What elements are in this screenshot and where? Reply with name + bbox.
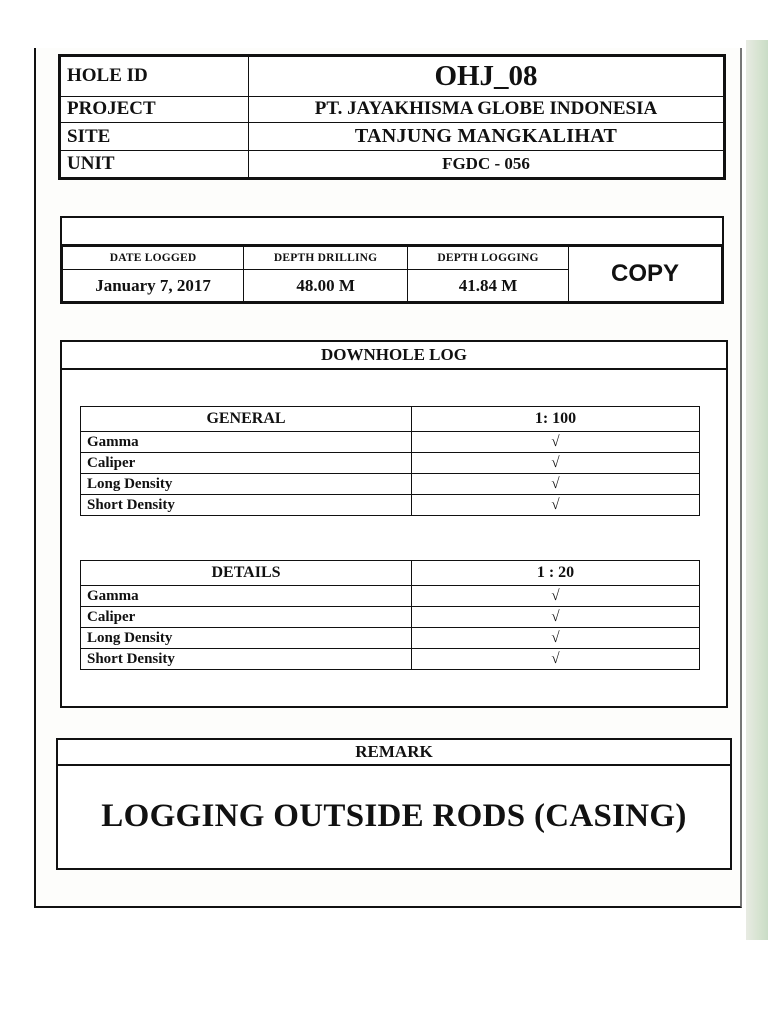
date-logged-value: January 7, 2017: [63, 270, 244, 302]
check-mark-icon: √: [412, 649, 700, 670]
check-mark-icon: √: [412, 474, 700, 495]
check-mark-icon: √: [412, 586, 700, 607]
remark-text: LOGGING OUTSIDE RODS (CASING): [101, 798, 687, 834]
check-mark-icon: √: [412, 495, 700, 516]
details-item-caliper: Caliper: [81, 607, 412, 628]
logging-info-box: [60, 216, 724, 304]
logging-info-table: [62, 246, 722, 302]
project-value: PT. JAYAKHISMA GLOBE INDONESIA: [249, 96, 724, 123]
logging-info-blank-row: [62, 218, 722, 246]
page-edge: [746, 40, 768, 940]
table-row: [81, 495, 700, 516]
general-item-gamma: Gamma: [81, 432, 412, 453]
general-table: [80, 406, 700, 516]
table-row: [81, 432, 700, 453]
remark-title: REMARK: [58, 740, 730, 766]
depth-logging-header: DEPTH LOGGING: [408, 247, 569, 270]
check-mark-icon: √: [412, 453, 700, 474]
details-title: DETAILS: [81, 561, 412, 586]
hole-id-value: OHJ_08: [249, 57, 724, 97]
table-row: [81, 453, 700, 474]
site-label: SITE: [61, 123, 249, 151]
hole-info-box: [58, 54, 726, 180]
general-item-long-density: Long Density: [81, 474, 412, 495]
general-item-short-density: Short Density: [81, 495, 412, 516]
table-row: [81, 649, 700, 670]
details-table: [80, 560, 700, 670]
check-mark-icon: √: [412, 628, 700, 649]
site-row: [61, 123, 724, 151]
table-row: [81, 607, 700, 628]
date-logged-header: DATE LOGGED: [63, 247, 244, 270]
general-scale: 1: 100: [412, 407, 700, 432]
details-item-short-density: Short Density: [81, 649, 412, 670]
project-label: PROJECT: [61, 96, 249, 123]
site-value: TANJUNG MANGKALIHAT: [249, 123, 724, 151]
table-row: [81, 474, 700, 495]
copy-stamp: COPY: [569, 247, 722, 302]
check-mark-icon: √: [412, 432, 700, 453]
hole-info-table: [60, 56, 724, 178]
hole-id-row: [61, 57, 724, 97]
check-mark-icon: √: [412, 607, 700, 628]
unit-value: FGDC - 056: [249, 151, 724, 178]
depth-drilling-value: 48.00 M: [244, 270, 408, 302]
table-row: [81, 586, 700, 607]
depth-drilling-header: DEPTH DRILLING: [244, 247, 408, 270]
log-sheet: [34, 48, 742, 908]
downhole-log-box: [60, 340, 728, 708]
hole-id-label: HOLE ID: [61, 57, 249, 97]
downhole-log-title: DOWNHOLE LOG: [62, 342, 726, 370]
table-row: [81, 628, 700, 649]
remark-box: [56, 738, 732, 870]
general-title: GENERAL: [81, 407, 412, 432]
general-item-caliper: Caliper: [81, 453, 412, 474]
project-row: [61, 96, 724, 123]
unit-row: [61, 151, 724, 178]
depth-logging-value: 41.84 M: [408, 270, 569, 302]
details-item-long-density: Long Density: [81, 628, 412, 649]
unit-label: UNIT: [61, 151, 249, 178]
details-item-gamma: Gamma: [81, 586, 412, 607]
details-scale: 1 : 20: [412, 561, 700, 586]
